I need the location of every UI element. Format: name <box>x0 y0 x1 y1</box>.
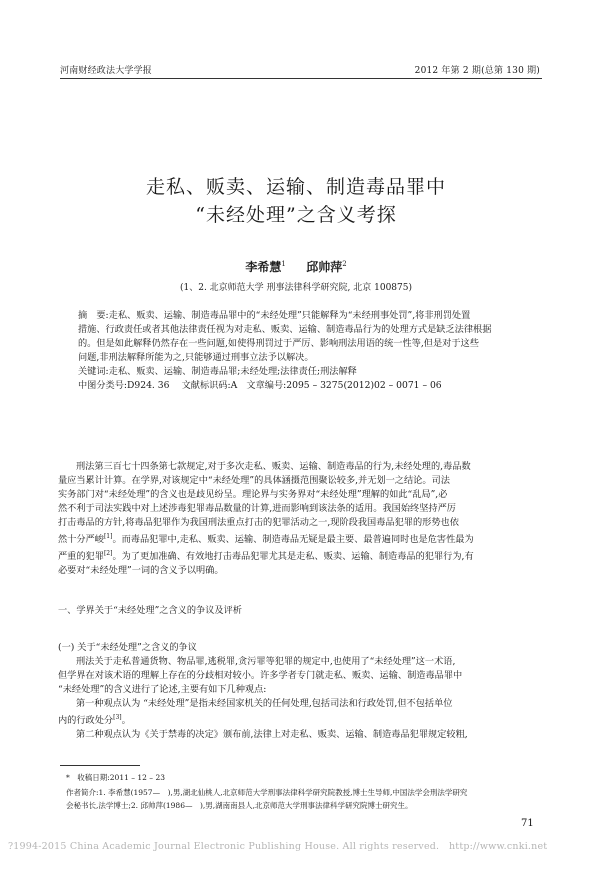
body-line: 第一种观点认为 “未经处理”是指未经国家机关的任何处理,包括司法和行政处罚,但不包括单位 <box>76 698 453 709</box>
abstract-line: 措施、行政责任或者其他法律责任视为对走私、贩卖、运输、制造毒品行为的处理方式是缺乏法律根据 <box>78 324 492 335</box>
body-line: “未经处理”的含义进行了论述,主要有如下几种观点: <box>58 684 267 695</box>
copyright-notice: ?1994-2015 China Academic Journal Electronic Publishing House. All rights reserved. http://www.cnki.net <box>8 841 548 852</box>
body-line: 严重的犯罪[2]。为了更加准确、有效地打击毒品犯罪尤其是走私、贩卖、运输、制造毒品的犯罪行为,有 <box>58 550 474 563</box>
author-2-sup: 2 <box>342 260 347 268</box>
body-line: 内的行政处分[3]。 <box>58 714 131 727</box>
body-line: 实务部门对“未经处理”的含义也是歧见纷呈。理论界与实务界对“未经处理”理解的如此“乱局”,必 <box>58 489 448 500</box>
page-number: 71 <box>521 818 534 829</box>
body-line: 必要对“未经处理”一词的含义予以明确。 <box>58 565 224 577</box>
author-2: 邱帅萍 <box>306 260 343 274</box>
body-line: 第二种观点认为《关于禁毒的决定》颁布前,法律上对走私、贩卖、运输、制造毒品犯罪规定较粗, <box>76 729 468 741</box>
abstract-line: 问题,非刑法解释所能为之,只能够通过刑事立法予以解决。 <box>78 352 314 363</box>
subsection-heading: (一) 关于“未经处理”之含义的争议 <box>58 642 197 653</box>
subsection <box>58 641 542 742</box>
citation-ref: [1] <box>103 533 113 540</box>
journal-name: 河南财经政法大学学报 <box>60 66 153 76</box>
keywords: 关键词:走私、贩卖、运输、制造毒品罪;未经处理;法律责任;刑法解释 <box>78 366 357 377</box>
intro-paragraph <box>58 460 542 578</box>
citation-ref: [3] <box>113 714 122 721</box>
body-line: 然不利于司法实践中对上述涉毒犯罪毒品数量的计算,进而影响到该法条的适用。我国始终坚持严厉 <box>58 503 456 514</box>
header-rule <box>60 78 542 79</box>
author-bio: 会秘书长,法学博士;2. 邱帅萍(1986— ),男,湖南南县人,北京师范大学刑事法律科学研究院博士研究生。 <box>66 801 413 810</box>
affiliation: (1、2. 北京师范大学 刑事法律科学研究院, 北京 100875) <box>180 283 412 293</box>
author-1-sup: 1 <box>281 260 286 268</box>
body-line: 打击毒品的方针,将毒品犯罪作为我国刑法重点打击的犯罪活动之一,现阶段我国毒品犯罪的形势也依 <box>58 517 459 528</box>
abstract <box>78 309 540 393</box>
abstract-line: 摘 要:走私、贩卖、运输、制造毒品罪中的“未经处理”只能解释为“未经刑事处罚”,将非刑罚处置 <box>78 310 471 321</box>
citation-ref: [2] <box>103 550 113 558</box>
issue-info: 2012 年第 2 期(总第 130 期) <box>414 66 540 76</box>
author-1: 李希慧 <box>245 260 282 274</box>
body-line: 量应当累计计算。在学界,对该规定中“未经处理”的具体涵摄范围聚讼较多,并无划一之结论。司法 <box>58 475 450 486</box>
received-date: * 收稿日期:2011 – 12 – 23 <box>66 773 165 782</box>
body-line: 刑法关于走私普通货物、物品罪,逃税罪,贪污罪等犯罪的规定中,也使用了“未经处理”这一术语, <box>76 656 456 667</box>
author-bio: 作者简介:1. 李希慧(1957— ),男,湖北仙桃人,北京师范大学刑事法律科学研究院教授,博士生导师,中国法学会刑法学研究 <box>66 788 468 797</box>
body-line: 但学界在对该术语的理解上存在的分歧相对较小。许多学者专门就走私、贩卖、运输、制造毒品罪中 <box>58 670 463 681</box>
body-line: 刑法第三百七十四条第七款规定,对于多次走私、贩卖、运输、制造毒品的行为,未经处理的,毒品数 <box>76 461 471 472</box>
title-line1: 走私、贩卖、运输、制造毒品罪中 <box>145 176 446 198</box>
authors <box>0 258 592 275</box>
section-heading: 一、学界关于“未经处理”之含义的争议及评析 <box>58 605 242 616</box>
footnote-rule <box>60 765 140 766</box>
body-line: 然十分严峻[1]。而毒品犯罪中,走私、贩卖、运输、制造毒品无疑是最主要、最普遍同时也是危害性最为 <box>58 533 474 546</box>
title-line2: “未经处理”之含义考探 <box>195 204 397 226</box>
abstract-line: 的。但是如此解释仍然存在一些问题,如使得刑罚过于严厉、影响刑法用语的统一性等,但是对于这些 <box>78 338 479 349</box>
classification: 中图分类号:D924. 36 文献标识码:A 文章编号:2095 – 3275(2012)02 – 0071 – 06 <box>78 380 442 391</box>
